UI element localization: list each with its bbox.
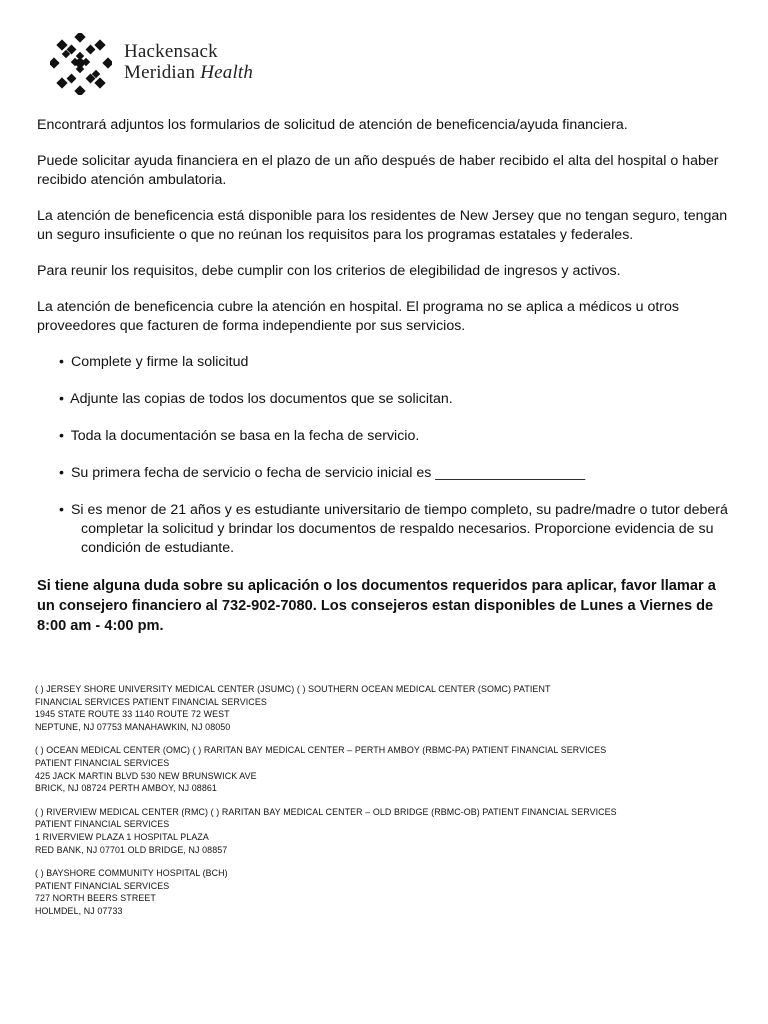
list-item [59,353,737,372]
address-line: NEPTUNE, NJ 07753 MANAHAWKIN, NJ 08050 [35,721,231,732]
intro-paragraph-1: Encontrará adjuntos los formularios de solicitud de atención de beneficencia/ayuda financiera. [37,117,628,133]
hospital-address-list [35,683,755,929]
address-line: PATIENT FINANCIAL SERVICES [35,819,170,830]
address-block [35,744,755,794]
address-line[interactable]: ( ) BAYSHORE COMMUNITY HOSPITAL (BCH) [35,868,228,879]
brand-name-meridian: Meridian [124,62,196,83]
address-line[interactable]: ( ) JERSEY SHORE UNIVERSITY MEDICAL CENTER (JSUMC) ( ) SOUTHERN OCEAN MEDICAL CENTER (SOMC) PATIENT [35,684,551,694]
list-item [59,427,737,446]
hackensack-meridian-health-logo-icon [50,33,112,95]
list-item-text: Si es menor de 21 años y es estudiante universitario de tiempo completo, su padre/madre o tutor deberá completar la solicitud y brindar los documentos de respaldo necesarios. Proporcione evidencia de su condición de estudiante. [70,502,728,556]
bullet-icon: • [59,428,64,444]
intro-paragraph-3: La atención de beneficencia está disponible para los residentes de New Jersey que no tengan seguro, tengan un seguro insuficiente o que no reúnan los requisitos para los programas estatales y federales. [37,208,728,243]
address-line: 1945 STATE ROUTE 33 1140 ROUTE 72 WEST [35,709,230,720]
requirements-list [37,353,737,558]
intro-paragraph-5: La atención de beneficencia cubre la atención en hospital. El programa no se aplica a médicos u otros proveedores que facturen de forma independiente por sus servicios. [37,299,679,334]
bullet-icon: • [59,354,64,370]
list-item [59,390,737,409]
address-line: 727 NORTH BEERS STREET [35,893,156,904]
address-line: HOLMDEL, NJ 07733 [35,905,123,916]
service-date-field[interactable]: Su primera fecha de servicio o fecha de servicio inicial es ___________________ [70,465,586,481]
brand-name-line1: Hackensack [124,41,218,62]
address-line: RED BANK, NJ 07701 OLD BRIDGE, NJ 08857 [35,844,228,855]
address-block [35,683,755,733]
address-line[interactable]: ( ) OCEAN MEDICAL CENTER (OMC) ( ) RARITAN BAY MEDICAL CENTER – PERTH AMBOY (RBMC-PA) PATIENT FINANCIAL SERVICES [35,745,607,756]
address-line: PATIENT FINANCIAL SERVICES [35,757,170,768]
list-item [59,464,737,483]
bullet-icon: • [59,391,64,407]
list-item-text: Complete y firme la solicitud [70,354,249,370]
brand-logo [50,33,310,97]
brand-name-health: Health [200,62,254,83]
address-block [35,867,755,917]
address-line: BRICK, NJ 08724 PERTH AMBOY, NJ 08861 [35,783,217,794]
address-line[interactable]: ( ) RIVERVIEW MEDICAL CENTER (RMC) ( ) RARITAN BAY MEDICAL CENTER – OLD BRIDGE (RBMC-OB) PATIENT FINANCIAL SERVICES [35,806,617,817]
address-line: PATIENT FINANCIAL SERVICES [35,880,170,891]
address-line: FINANCIAL SERVICES PATIENT FINANCIAL SERVICES [35,696,267,707]
letter-body [37,116,737,653]
bullet-icon: • [59,502,64,518]
address-block [35,806,755,856]
address-line: 1 RIVERVIEW PLAZA 1 HOSPITAL PLAZA [35,831,209,842]
intro-paragraph-4: Para reunir los requisitos, debe cumplir con los criterios de elegibilidad de ingresos y activos. [37,263,621,279]
list-item-text: Toda la documentación se basa en la fecha de servicio. [70,428,420,444]
brand-wordmark [124,41,253,83]
intro-paragraph-2: Puede solicitar ayuda financiera en el plazo de un año después de haber recibido el alta del hospital o haber recibido atención ambulatoria. [37,153,719,188]
bullet-icon: • [59,465,64,481]
address-line: 425 JACK MARTIN BLVD 530 NEW BRUNSWICK AVE [35,770,257,781]
contact-notice: Si tiene alguna duda sobre su aplicación o los documentos requeridos para aplicar, favor llamar a un consejero financiero al 732-902-7080. Los consejeros estan disponibles de Lunes a Viernes de 8:00 am - 4:00 pm. [37,578,716,634]
list-item-text: Adjunte las copias de todos los documentos que se solicitan. [70,391,453,407]
list-item [59,501,737,558]
brand-name-line2 [124,62,253,83]
